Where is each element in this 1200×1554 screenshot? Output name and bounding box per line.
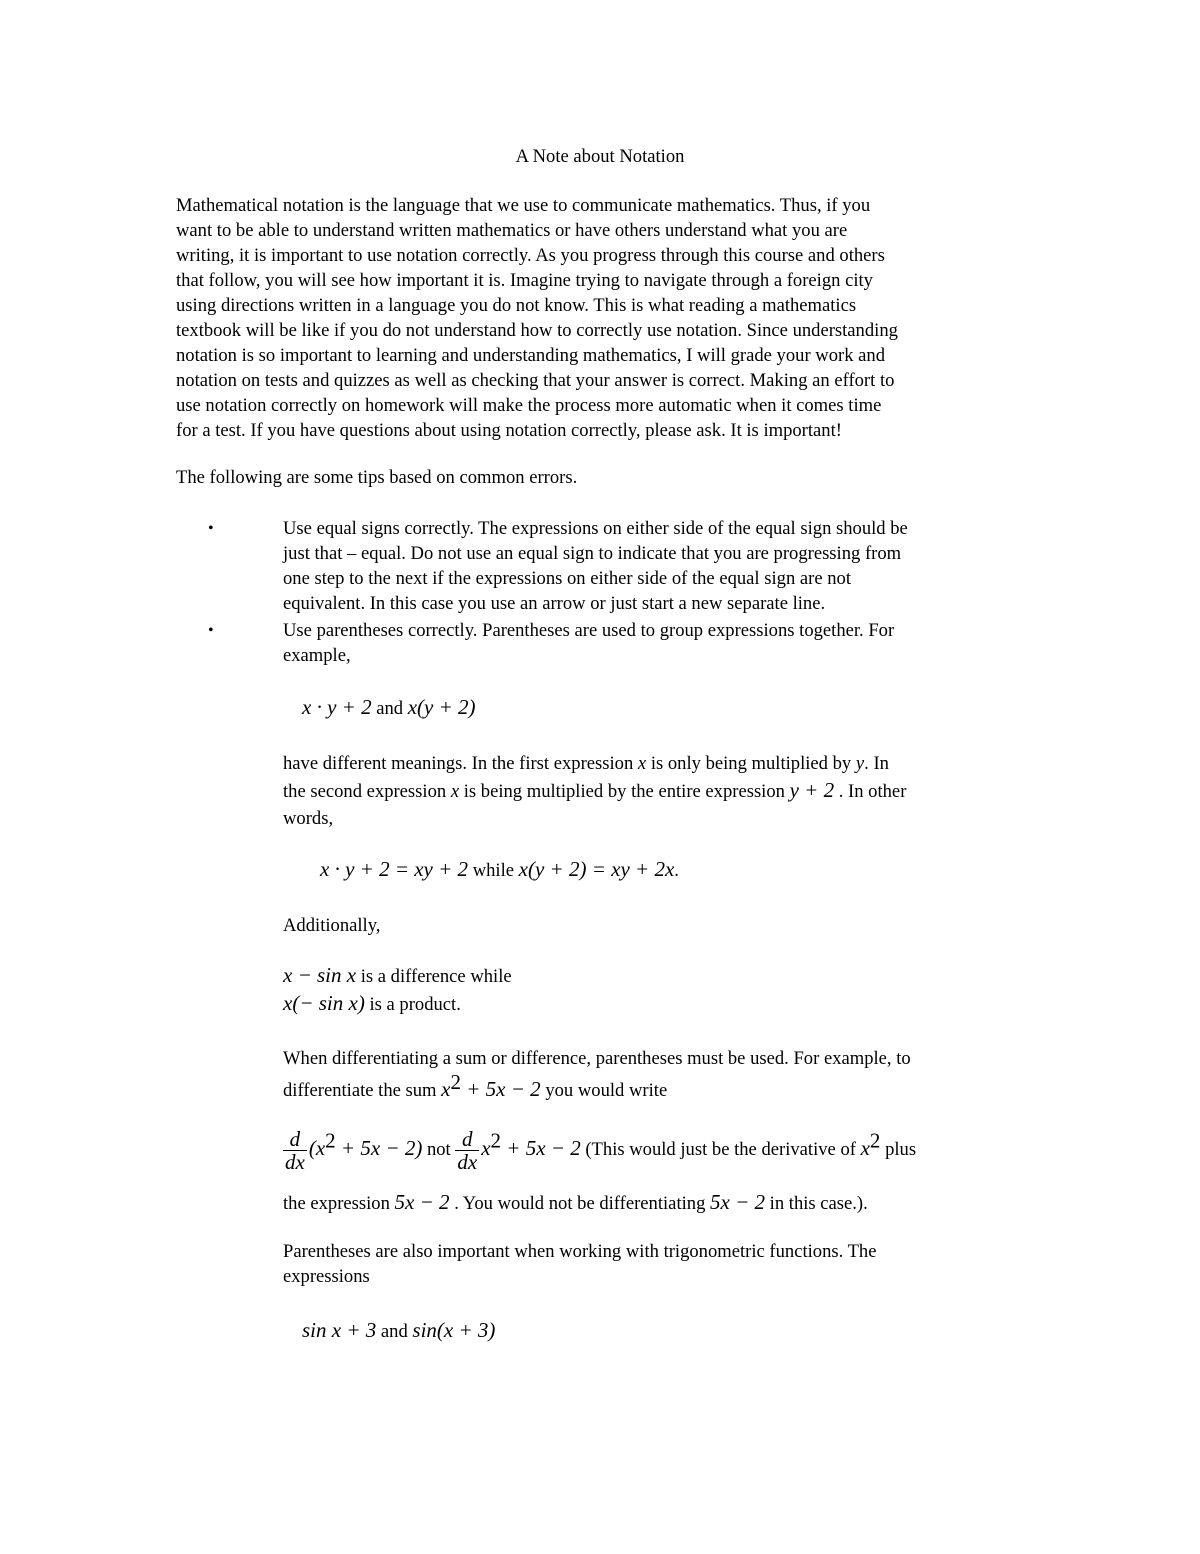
- bullet-line: Use parentheses correctly. Parentheses are used to group expressions together. For: [283, 620, 895, 641]
- bullet-line: just that – equal. Do not use an equal sign to indicate that you are progressing from: [283, 543, 902, 564]
- intro-line: notation on tests and quizzes as well as checking that your answer is correct. Making an effort to: [176, 370, 895, 391]
- intro-line: textbook will be like if you do not understand how to correctly use notation. Since understanding: [176, 320, 898, 341]
- bullet-line: Use equal signs correctly. The expressions on either side of the equal sign should be: [283, 518, 908, 539]
- bullet-icon: •: [208, 622, 214, 639]
- intro-paragraph: [176, 193, 1036, 443]
- math-expr: sin x + 3: [302, 1318, 377, 1342]
- page-title: A Note about Notation: [515, 146, 685, 167]
- bullet-line: equivalent. In this case you use an arrow or just start a new separate line.: [283, 593, 826, 614]
- derivative-line: $\frac{d}{dx}$ $(x^2 + 5x - 2)$ not $\frac{d}{dx}$ $x^2 + 5x - 2$ (This would just be the derivative of $x^2$ plus: [285, 1127, 917, 1174]
- math-expr: x(y + 2): [407, 695, 476, 719]
- differentiating-paragraph: When differentiating a sum or difference, parentheses must be used. For example, to differentiate the sum $x^2 + 5x - 2$ you would write: [283, 1048, 911, 1101]
- intro-line: that follow, you will see how important it is. Imagine trying to navigate through a foreign city: [176, 270, 873, 291]
- bullet-line: example,: [283, 645, 351, 666]
- math-expr: x · y + 2 = xy + 2: [320, 857, 469, 881]
- derivative-line-2: the expression 5x − 2 . You would not be differentiating 5x − 2 in this case.).: [283, 1190, 868, 1214]
- math-expr: x(y + 2) = xy + 2x: [518, 857, 675, 881]
- intro-line: writing, it is important to use notation correctly. As you progress through this course and others: [176, 245, 885, 266]
- intro-line: Mathematical notation is the language that we use to communicate mathematics. Thus, if you: [176, 195, 871, 216]
- difference-product-lines: x − sin x is a difference while x(− sin x) is a product.: [283, 963, 512, 1015]
- math-expr: sin(x + 3): [412, 1318, 496, 1342]
- derivative-fraction: $\frac{d}{dx}$: [285, 1127, 305, 1174]
- intro-line: using directions written in a language you do not know. This is what reading a mathematics: [176, 295, 857, 316]
- math-expression-1: x · y + 2 and x(y + 2): [302, 695, 476, 719]
- math-expr: x · y + 2: [302, 695, 372, 719]
- bullet-equal-signs: [283, 516, 908, 616]
- meaning-paragraph: have different meanings. In the first expression x is only being multiplied by y. In the second expression x is being multiplied by the entire expression y + 2 . In other words,: [283, 753, 907, 829]
- additionally-text: Additionally,: [283, 915, 381, 936]
- math-expression-3: sin x + 3 and sin(x + 3): [302, 1318, 496, 1342]
- bullet-parentheses: [283, 618, 894, 668]
- tips-intro: The following are some tips based on common errors.: [176, 467, 578, 488]
- intro-line: for a test. If you have questions about using notation correctly, please ask. It is important!: [176, 420, 842, 441]
- intro-line: notation is so important to learning and understanding mathematics, I will grade your work and: [176, 345, 885, 366]
- derivative-fraction: $\frac{d}{dx}$: [457, 1127, 478, 1174]
- intro-line: want to be able to understand written mathematics or have others understand what you are: [176, 220, 848, 241]
- math-expression-2: x · y + 2 = xy + 2 while x(y + 2) = xy + 2x.: [320, 857, 679, 881]
- bullet-icon: •: [208, 520, 214, 537]
- math-expr: x − sin x: [283, 963, 357, 987]
- math-expr: x(− sin x): [283, 991, 365, 1015]
- intro-line: use notation correctly on homework will make the process more automatic when it comes time: [176, 395, 882, 416]
- trig-paragraph: Parentheses are also important when working with trigonometric functions. The expressions: [283, 1241, 877, 1287]
- bullet-line: one step to the next if the expressions on either side of the equal sign are not: [283, 568, 851, 589]
